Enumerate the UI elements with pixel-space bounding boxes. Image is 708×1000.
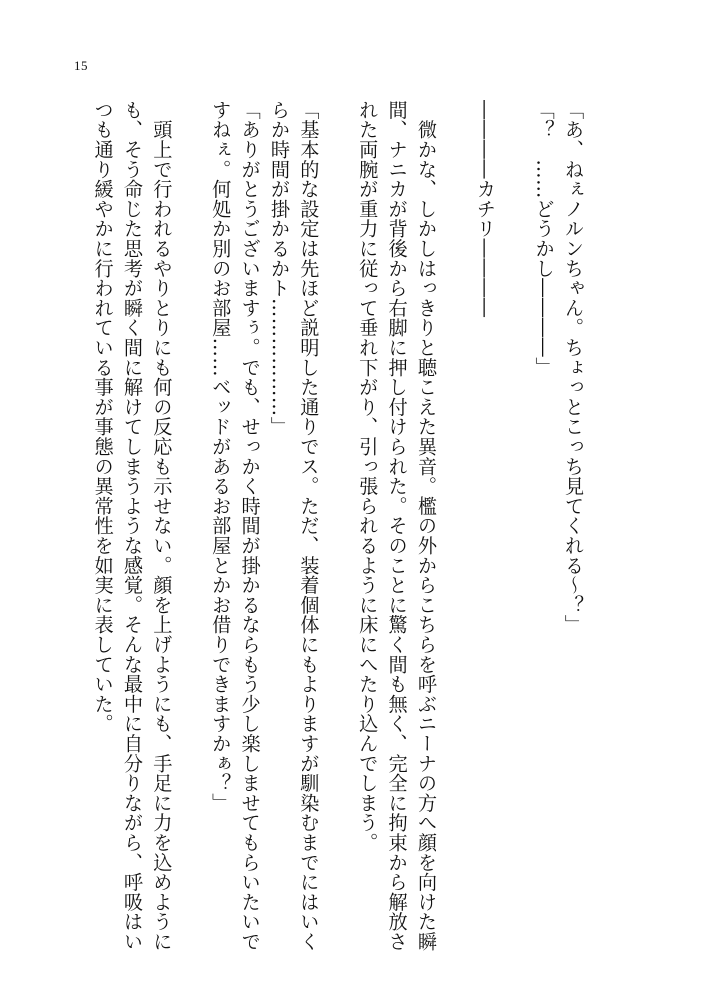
dialogue-line: 「基本的な設定は先ほど説明した通りでス。ただ、装着個体にもよりますが馴染むまでにはいくらか時間が掛かるかト………………」: [267, 100, 321, 952]
page-number: 15: [74, 58, 88, 73]
blank-line: [441, 100, 470, 955]
narration-paragraph: 微かな、しかしはっきりと聴こえた異音。檻の外からこちらを呼ぶニーナの方へ顔を向けた瞬間、ナニカが背後から右脚に押し付けられた。そのことに驚く間も無く、完全に拘束から解放された両腕が重力に従って垂れ下がり、引っ張られるように床にへたり込んでしまう。: [356, 100, 438, 952]
blank-line: [500, 100, 529, 955]
dialogue-line: 「あ、ねぇノルンちゃん。ちょっとこっち見てくれる〜？」: [562, 100, 585, 635]
dialogue-line: 「？ ……どうかし――――」: [532, 100, 556, 378]
sound-effect-line: ――――カチリ――――: [473, 100, 497, 318]
narration-paragraph: 頭上で行われるやりとりにも何の反応も示せない。顔を上げようにも、手足に力を込めようにも、そう命じた思考が瞬く間に解けてしまうような感覚。そんな最中に自分りながら、呼吸はいつも通り緩やかに行われている事が事態の異常性を如実に表していた。: [91, 100, 174, 952]
blank-line: [176, 100, 205, 955]
blank-line: [323, 100, 352, 955]
vertical-text-body: [88, 100, 588, 955]
dialogue-line: 「ありがとうございますぅ。でも、せっかく時間が掛かるならもう少し楽しませてもらいたいですねぇ。何処か別のお部屋……ベッドがあるお部屋とかお借りできますかぁ？」: [209, 100, 262, 952]
